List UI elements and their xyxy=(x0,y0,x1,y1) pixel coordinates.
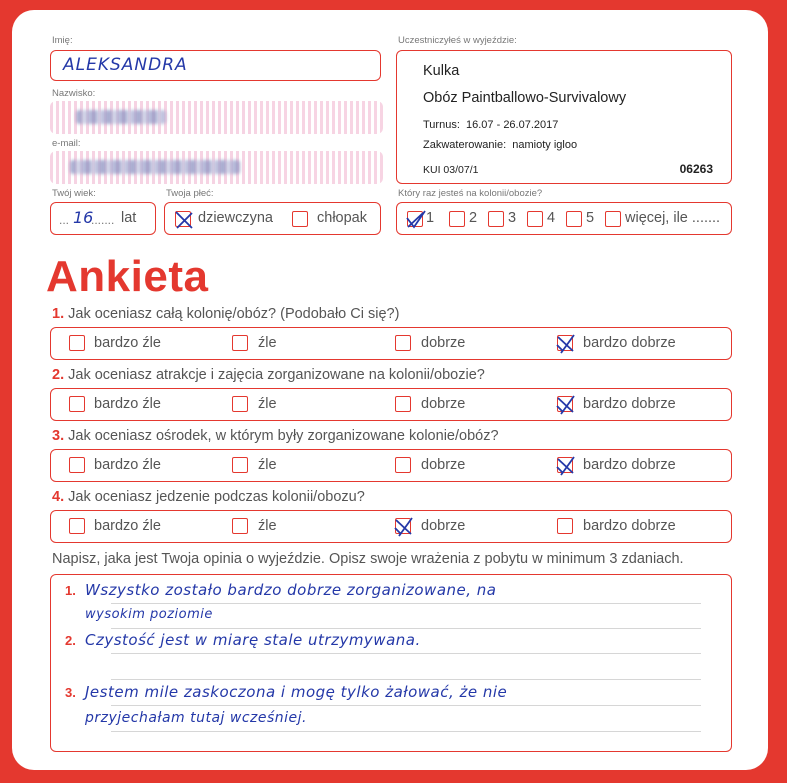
trip-accommodation xyxy=(423,139,577,151)
question-label: Jak oceniasz ośrodek, w którym były zorganizowane kolonie/obóz? xyxy=(68,428,499,444)
opinion-box[interactable] xyxy=(50,574,732,752)
answer-option-label: dobrze xyxy=(421,396,466,412)
question-number: 1. xyxy=(52,306,65,322)
answer-checkbox[interactable] xyxy=(557,457,573,473)
times-checkbox-2[interactable] xyxy=(449,211,465,227)
opinion-line-number: 2. xyxy=(65,633,76,648)
opinion-line-text: Czystość jest w miarę stale utrzymywana. xyxy=(85,631,421,649)
times-option-5: 5 xyxy=(586,210,595,226)
answer-checkbox[interactable] xyxy=(395,457,411,473)
answer-row xyxy=(50,510,732,543)
age-field[interactable] xyxy=(50,202,156,235)
email-field-redacted[interactable] xyxy=(50,151,383,184)
check-mark-icon xyxy=(555,394,577,416)
gender-field xyxy=(164,202,381,235)
check-mark-icon xyxy=(555,455,577,477)
gender-option-male: chłopak xyxy=(317,210,367,226)
gender-checkbox-female[interactable] xyxy=(175,211,191,227)
answer-option-label: bardzo źle xyxy=(94,396,161,412)
answer-checkbox[interactable] xyxy=(232,457,248,473)
opinion-line-text: przyjechałam tutaj wcześniej. xyxy=(85,710,308,726)
redacted-surname xyxy=(76,110,166,124)
times-field xyxy=(396,202,732,235)
opinion-line-text: Jestem mile zaskoczona i mogę tylko żałować, że nie xyxy=(85,683,508,701)
answer-checkbox[interactable] xyxy=(395,518,411,534)
gender-checkbox-male[interactable] xyxy=(292,211,308,227)
age-value: 16 xyxy=(73,208,94,227)
question-label: Jak oceniasz całą kolonię/obóz? (Podobało Ci się?) xyxy=(68,306,400,322)
answer-checkbox[interactable] xyxy=(232,518,248,534)
answer-option-label: dobrze xyxy=(421,518,466,534)
question-label: Jak oceniasz atrakcje i zajęcia zorganizowane na kolonii/obozie? xyxy=(68,367,485,383)
opinion-line xyxy=(65,683,507,702)
redacted-email xyxy=(70,160,240,174)
answer-option-label: bardzo źle xyxy=(94,457,161,473)
answer-checkbox[interactable] xyxy=(69,396,85,412)
trip-term xyxy=(423,119,558,131)
answer-option-label: źle xyxy=(258,396,277,412)
answer-checkbox[interactable] xyxy=(232,335,248,351)
name-value: ALEKSANDRA xyxy=(63,55,188,75)
ruled-line xyxy=(111,679,701,680)
answer-option-label: źle xyxy=(258,457,277,473)
ruled-line xyxy=(111,628,701,629)
answer-checkbox[interactable] xyxy=(395,396,411,412)
opinion-line xyxy=(65,581,496,600)
answer-row xyxy=(50,327,732,360)
opinion-line-text: wysokim poziomie xyxy=(85,607,213,622)
answer-option-label: źle xyxy=(258,518,277,534)
surname-label: Nazwisko: xyxy=(52,88,96,99)
email-label: e-mail: xyxy=(52,138,81,149)
check-mark-icon xyxy=(555,333,577,355)
gender-option-female: dziewczyna xyxy=(198,210,273,226)
times-checkbox-more[interactable] xyxy=(605,211,621,227)
answer-checkbox[interactable] xyxy=(232,396,248,412)
times-checkbox-1[interactable] xyxy=(407,211,423,227)
times-checkbox-3[interactable] xyxy=(488,211,504,227)
question-text xyxy=(52,367,485,383)
answer-row xyxy=(50,449,732,482)
answer-option-label: bardzo źle xyxy=(94,335,161,351)
times-option-2: 2 xyxy=(469,210,478,226)
answer-checkbox[interactable] xyxy=(557,518,573,534)
answer-checkbox[interactable] xyxy=(69,457,85,473)
age-dots: ....... xyxy=(91,213,115,227)
opinion-line-number: 3. xyxy=(65,685,76,700)
times-option-4: 4 xyxy=(547,210,556,226)
accommodation-label: Zakwaterowanie: xyxy=(423,139,507,151)
name-field[interactable] xyxy=(50,50,381,81)
answer-checkbox[interactable] xyxy=(69,518,85,534)
opinion-line xyxy=(65,631,421,650)
term-label: Turnus: xyxy=(423,119,460,131)
question-text xyxy=(52,489,365,505)
opinion-line xyxy=(65,709,307,727)
age-prefix-dots: ... xyxy=(59,213,70,227)
survey-card xyxy=(12,10,768,770)
times-checkbox-5[interactable] xyxy=(566,211,582,227)
survey-title: Ankieta xyxy=(46,252,209,301)
question-text xyxy=(52,428,499,444)
surname-field-redacted[interactable] xyxy=(50,101,383,134)
trip-number: 06263 xyxy=(679,162,713,176)
times-label: Który raz jesteś na kolonii/obozie? xyxy=(398,188,543,199)
question-number: 4. xyxy=(52,489,65,505)
opinion-line xyxy=(65,605,213,623)
opinion-prompt: Napisz, jaka jest Twoja opinia o wyjeździe. Opisz swoje wrażenia z pobytu w minimum 3 zdaniach. xyxy=(52,551,684,567)
answer-option-label: źle xyxy=(258,335,277,351)
times-option-1: 1 xyxy=(426,210,435,226)
check-mark-icon xyxy=(405,209,427,231)
ruled-line xyxy=(111,705,701,706)
check-mark-icon xyxy=(173,209,195,231)
name-label: Imię: xyxy=(52,35,73,46)
opinion-line-text: Wszystko zostało bardzo dobrze zorganizowane, na xyxy=(85,581,497,599)
age-label: Twój wiek: xyxy=(52,188,96,199)
question-number: 2. xyxy=(52,367,65,383)
answer-option-label: bardzo dobrze xyxy=(583,335,676,351)
ruled-line xyxy=(111,653,701,654)
times-option-more: więcej, ile ....... xyxy=(625,210,721,226)
ruled-line xyxy=(111,603,701,604)
participant-label: Uczestniczyłeś w wyjeździe: xyxy=(398,35,517,46)
check-mark-icon xyxy=(393,516,415,538)
answer-checkbox[interactable] xyxy=(557,335,573,351)
answer-option-label: bardzo źle xyxy=(94,518,161,534)
times-checkbox-4[interactable] xyxy=(527,211,543,227)
question-number: 3. xyxy=(52,428,65,444)
answer-option-label: bardzo dobrze xyxy=(583,518,676,534)
answer-checkbox[interactable] xyxy=(557,396,573,412)
answer-option-label: bardzo dobrze xyxy=(583,396,676,412)
accommodation-value: namioty igloo xyxy=(512,139,578,151)
opinion-line-number: 1. xyxy=(65,583,76,598)
trip-company: Kulka xyxy=(423,63,460,79)
trip-code: KUI 03/07/1 xyxy=(423,164,479,176)
age-unit: lat xyxy=(121,210,137,226)
term-value: 16.07 - 26.07.2017 xyxy=(466,119,559,131)
answer-checkbox[interactable] xyxy=(69,335,85,351)
gender-label: Twoja płeć: xyxy=(166,188,214,199)
times-option-3: 3 xyxy=(508,210,517,226)
answer-option-label: dobrze xyxy=(421,335,466,351)
trip-info-box xyxy=(396,50,732,184)
answer-row xyxy=(50,388,732,421)
question-text xyxy=(52,306,399,322)
trip-camp-name: Obóz Paintballowo-Survivalowy xyxy=(423,90,627,106)
answer-option-label: dobrze xyxy=(421,457,466,473)
ruled-line xyxy=(111,731,701,732)
answer-option-label: bardzo dobrze xyxy=(583,457,676,473)
question-label: Jak oceniasz jedzenie podczas kolonii/obozu? xyxy=(68,489,365,505)
answer-checkbox[interactable] xyxy=(395,335,411,351)
